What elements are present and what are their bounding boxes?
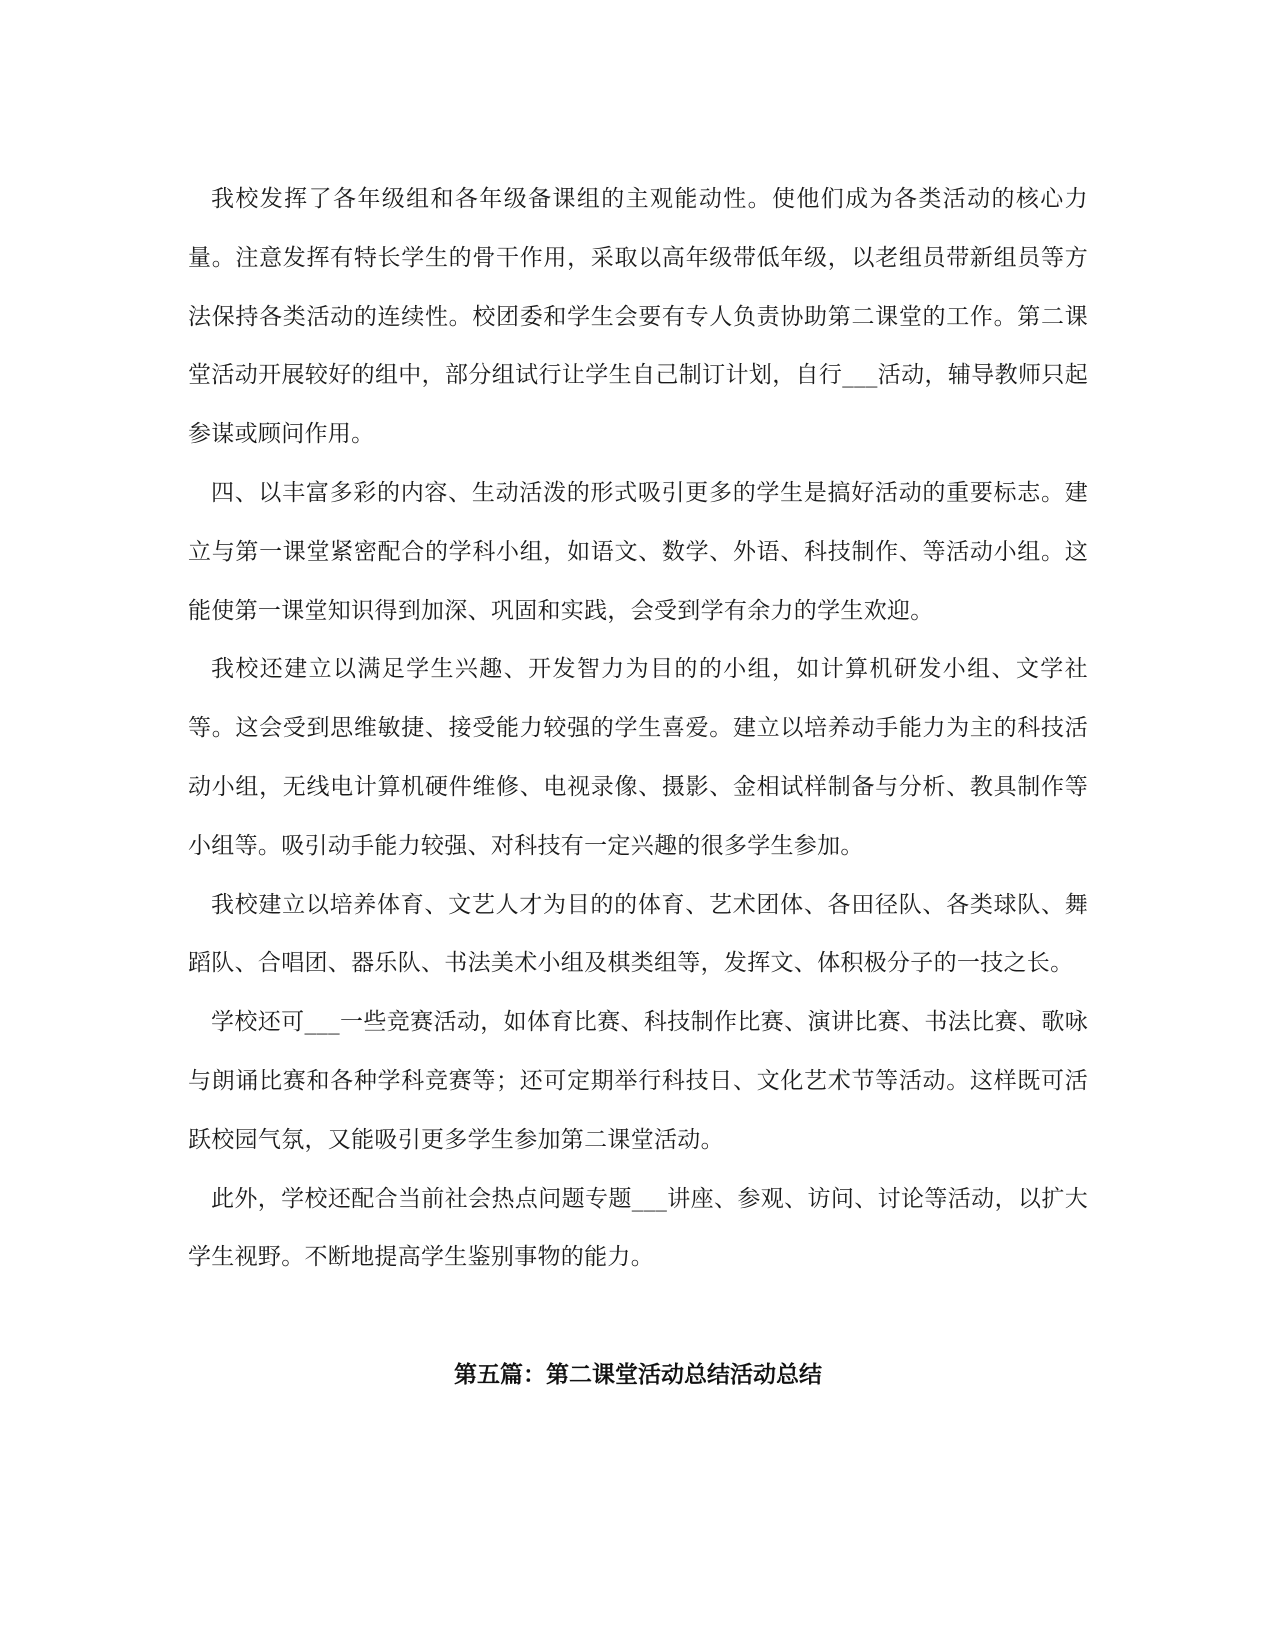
paragraph-5: 学校还可___一些竞赛活动，如体育比赛、科技制作比赛、演讲比赛、书法比赛、歌咏与朗诵比赛和各种学科竞赛等；还可定期举行科技日、文化艺术节等活动。这样既可活跃校园气氛，又能吸引更多学生参加第二课堂活动。: [188, 1009, 1088, 1153]
paragraph-1: 我校发挥了各年级组和各年级备课组的主观能动性。使他们成为各类活动的核心力量。注意发挥有特长学生的骨干作用，采取以高年级带低年级，以老组员带新组员等方法保持各类活动的连续性。校团委和学生会要有专人负责协助第二课堂的工作。第二课堂活动开展较好的组中，部分组试行让学生自己制订计划，自行___活动，辅导教师只起参谋或顾问作用。: [188, 186, 1088, 448]
section-heading: 第五篇：第二课堂活动总结活动总结: [454, 1362, 822, 1388]
paragraph-3: 我校还建立以满足学生兴趣、开发智力为目的的小组，如计算机研发小组、文学社等。这会受到思维敏捷、接受能力较强的学生喜爱。建立以培养动手能力为主的科技活动小组，无线电计算机硬件维修、电视录像、摄影、金相试样制备与分析、教具制作等小组等。吸引动手能力较强、对科技有一定兴趣的很多学生参加。: [188, 656, 1088, 859]
paragraph-4: 我校建立以培养体育、文艺人才为目的的体育、艺术团体、各田径队、各类球队、舞蹈队、合唱团、器乐队、书法美术小组及棋类组等，发挥文、体积极分子的一技之长。: [188, 891, 1088, 977]
paragraph-6: 此外，学校还配合当前社会热点问题专题___讲座、参观、访问、讨论等活动，以扩大学生视野。不断地提高学生鉴别事物的能力。: [188, 1185, 1088, 1271]
document-body: [188, 170, 1088, 1287]
paragraph-2: 四、以丰富多彩的内容、生动活泼的形式吸引更多的学生是搞好活动的重要标志。建立与第一课堂紧密配合的学科小组，如语文、数学、外语、科技制作、等活动小组。这能使第一课堂知识得到加深、巩固和实践，会受到学有余力的学生欢迎。: [188, 479, 1088, 624]
